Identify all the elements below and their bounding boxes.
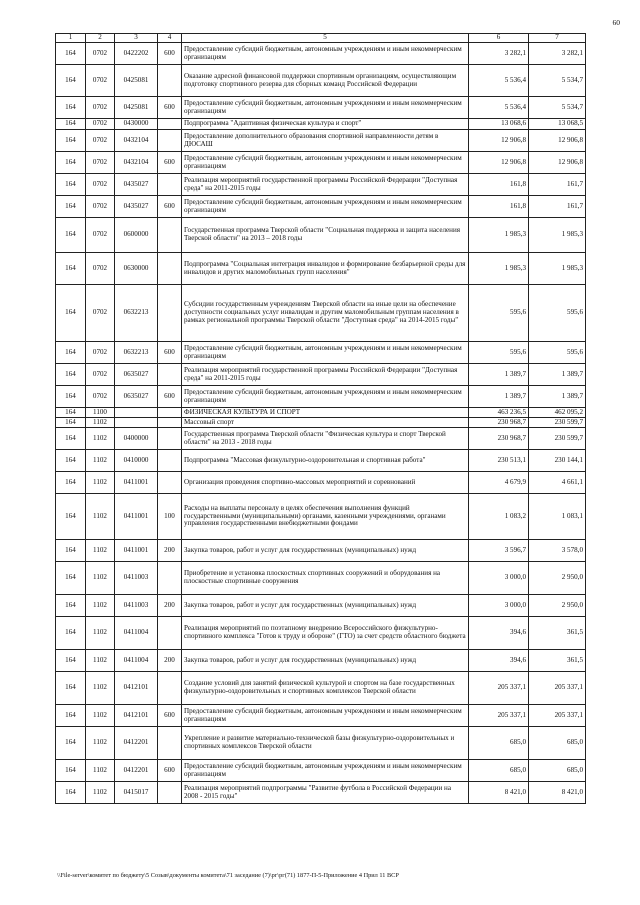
planned-amount-cell: 3 000,0 <box>469 595 529 617</box>
planned-amount-cell: 3 282,1 <box>469 43 529 65</box>
table-header-row <box>56 34 586 43</box>
description-cell: Создание условий для занятий физической культурой и спортом на базе государственных физкультурно-оздоровительных и спортивных комплексов Тверской области <box>182 672 469 705</box>
table-row <box>56 782 586 804</box>
executed-amount-cell: 595,6 <box>529 342 586 364</box>
target-article-cell: 0415017 <box>115 782 158 804</box>
planned-amount-cell: 595,6 <box>469 342 529 364</box>
description-cell: Предоставление субсидий бюджетным, автономным учреждениям и иным некоммерческим организациям <box>182 152 469 174</box>
description-cell: Организация проведения спортивно-массовых мероприятий и соревнований <box>182 472 469 494</box>
planned-amount-cell: 230 513,1 <box>469 450 529 472</box>
column-header: 6 <box>469 34 529 43</box>
table-row <box>56 418 586 428</box>
ministry-code-cell: 164 <box>56 196 86 218</box>
planned-amount-cell: 5 536,4 <box>469 97 529 119</box>
target-article-cell: 0422202 <box>115 43 158 65</box>
expense-type-cell <box>158 218 182 253</box>
planned-amount-cell: 4 679,9 <box>469 472 529 494</box>
ministry-code-cell: 164 <box>56 595 86 617</box>
table-row <box>56 428 586 450</box>
planned-amount-cell: 595,6 <box>469 285 529 342</box>
expense-type-cell: 600 <box>158 152 182 174</box>
target-article-cell: 0400000 <box>115 428 158 450</box>
ministry-code-cell: 164 <box>56 760 86 782</box>
executed-amount-cell: 161,7 <box>529 196 586 218</box>
executed-amount-cell: 12 906,8 <box>529 130 586 152</box>
expense-type-cell <box>158 364 182 386</box>
description-cell: Реализация мероприятий по поэтапному внедрению Всероссийского физкультурно-спортивного комплекса "Готов к труду и обороне" (ГТО) за счет средств областного бюджета <box>182 617 469 650</box>
description-cell: Государственная программа Тверской области "Физическая культура и спорт Тверской области" на 2013 - 2018 годы <box>182 428 469 450</box>
executed-amount-cell: 3 282,1 <box>529 43 586 65</box>
expense-type-cell: 600 <box>158 386 182 408</box>
ministry-code-cell: 164 <box>56 428 86 450</box>
target-article-cell: 0411004 <box>115 617 158 650</box>
planned-amount-cell: 13 068,6 <box>469 119 529 130</box>
section-code-cell: 0702 <box>86 285 115 342</box>
expense-type-cell <box>158 285 182 342</box>
executed-amount-cell: 685,0 <box>529 760 586 782</box>
section-code-cell: 0702 <box>86 386 115 408</box>
expense-type-cell <box>158 562 182 595</box>
section-code-cell: 1102 <box>86 540 115 562</box>
expense-type-cell: 600 <box>158 705 182 727</box>
target-article-cell: 0410000 <box>115 450 158 472</box>
expense-type-cell: 600 <box>158 97 182 119</box>
table-row <box>56 408 586 418</box>
section-code-cell: 0702 <box>86 43 115 65</box>
target-article-cell: 0635027 <box>115 386 158 408</box>
target-article-cell: 0412101 <box>115 705 158 727</box>
planned-amount-cell: 3 000,0 <box>469 562 529 595</box>
section-code-cell: 1102 <box>86 650 115 672</box>
section-code-cell: 0702 <box>86 218 115 253</box>
table-row <box>56 119 586 130</box>
table-row <box>56 494 586 540</box>
target-article-cell: 0411001 <box>115 472 158 494</box>
section-code-cell: 0702 <box>86 364 115 386</box>
section-code-cell: 0702 <box>86 119 115 130</box>
table-row <box>56 705 586 727</box>
planned-amount-cell: 8 421,0 <box>469 782 529 804</box>
table-row <box>56 196 586 218</box>
expense-type-cell <box>158 428 182 450</box>
executed-amount-cell: 685,0 <box>529 727 586 760</box>
description-cell: Массовый спорт <box>182 418 469 428</box>
description-cell: Оказание адресной финансовой поддержки спортивным организациям, осуществляющим подготовку спортивного резерва для сборных команд Российской Федерации <box>182 65 469 97</box>
page-number: 60 <box>612 18 620 27</box>
description-cell: Подпрограмма "Социальная интеграция инвалидов и формирование безбарьерной среды для инвалидов и других маломобильных групп населения" <box>182 253 469 285</box>
executed-amount-cell: 5 534,7 <box>529 65 586 97</box>
ministry-code-cell: 164 <box>56 650 86 672</box>
expense-type-cell <box>158 119 182 130</box>
target-article-cell <box>115 418 158 428</box>
expense-type-cell <box>158 472 182 494</box>
section-code-cell: 1102 <box>86 562 115 595</box>
file-path-footer: \\File-server\комитет по бюджету\5 Созыв\документы комитета\71 заседание (7)\рг\рг(71) 1877-П-5-Приложение 4 Прил 11 ВСР <box>57 872 399 879</box>
column-header: 4 <box>158 34 182 43</box>
section-code-cell: 1102 <box>86 450 115 472</box>
description-cell: Предоставление субсидий бюджетным, автономным учреждениям и иным некоммерческим организациям <box>182 386 469 408</box>
description-cell: Подпрограмма "Адаптивная физическая культура и спорт" <box>182 119 469 130</box>
ministry-code-cell: 164 <box>56 450 86 472</box>
planned-amount-cell: 230 968,7 <box>469 428 529 450</box>
ministry-code-cell: 164 <box>56 130 86 152</box>
target-article-cell: 0630000 <box>115 253 158 285</box>
expense-type-cell <box>158 617 182 650</box>
expense-type-cell: 600 <box>158 342 182 364</box>
section-code-cell: 1102 <box>86 472 115 494</box>
target-article-cell: 0411001 <box>115 494 158 540</box>
target-article-cell: 0432104 <box>115 130 158 152</box>
section-code-cell: 1102 <box>86 617 115 650</box>
target-article-cell: 0411003 <box>115 595 158 617</box>
executed-amount-cell: 1 985,3 <box>529 253 586 285</box>
ministry-code-cell: 164 <box>56 386 86 408</box>
ministry-code-cell: 164 <box>56 540 86 562</box>
table-row <box>56 364 586 386</box>
table-row <box>56 43 586 65</box>
planned-amount-cell: 1 985,3 <box>469 253 529 285</box>
table-row <box>56 472 586 494</box>
expense-type-cell <box>158 174 182 196</box>
ministry-code-cell: 164 <box>56 65 86 97</box>
planned-amount-cell: 12 906,8 <box>469 152 529 174</box>
ministry-code-cell: 164 <box>56 408 86 418</box>
section-code-cell: 0702 <box>86 65 115 97</box>
table-row <box>56 386 586 408</box>
table-row <box>56 595 586 617</box>
ministry-code-cell: 164 <box>56 152 86 174</box>
expense-type-cell <box>158 130 182 152</box>
planned-amount-cell: 394,6 <box>469 617 529 650</box>
section-code-cell: 1100 <box>86 408 115 418</box>
table-row <box>56 562 586 595</box>
executed-amount-cell: 13 068,5 <box>529 119 586 130</box>
description-cell: Реализация мероприятий государственной программы Российской Федерации "Доступная среда" на 2011-2015 годы <box>182 174 469 196</box>
description-cell: Приобретение и установка плоскостных спортивных сооружений и оборудования на плоскостные спортивные сооружения <box>182 562 469 595</box>
expense-type-cell <box>158 672 182 705</box>
expense-type-cell: 200 <box>158 595 182 617</box>
target-article-cell: 0600000 <box>115 218 158 253</box>
description-cell: Реализация мероприятий подпрограммы "Развитие футбола в Российской Федерации на 2008 - 2015 годы" <box>182 782 469 804</box>
table-row <box>56 218 586 253</box>
table-row <box>56 152 586 174</box>
expense-type-cell: 200 <box>158 540 182 562</box>
ministry-code-cell: 164 <box>56 174 86 196</box>
executed-amount-cell: 1 985,3 <box>529 218 586 253</box>
table-row <box>56 450 586 472</box>
planned-amount-cell: 394,6 <box>469 650 529 672</box>
column-header: 7 <box>529 34 586 43</box>
expense-type-cell: 600 <box>158 43 182 65</box>
description-cell: Субсидии государственным учреждениям Тверской области на иные цели на обеспечение доступности социальных услуг инвалидам и другим маломобильным группам населения в рамках региональной программы Тверской области "Доступная среда" на 2014-2015 годы" <box>182 285 469 342</box>
executed-amount-cell: 4 661,1 <box>529 472 586 494</box>
table-row <box>56 617 586 650</box>
description-cell: Предоставление дополнительного образования спортивной направленности детям в ДЮСАШ <box>182 130 469 152</box>
section-code-cell: 0702 <box>86 174 115 196</box>
executed-amount-cell: 2 950,0 <box>529 595 586 617</box>
description-cell: Закупка товаров, работ и услуг для государственных (муниципальных) нужд <box>182 595 469 617</box>
section-code-cell: 0702 <box>86 130 115 152</box>
ministry-code-cell: 164 <box>56 119 86 130</box>
target-article-cell: 0435027 <box>115 196 158 218</box>
planned-amount-cell: 205 337,1 <box>469 672 529 705</box>
target-article-cell: 0411004 <box>115 650 158 672</box>
section-code-cell: 0702 <box>86 196 115 218</box>
column-header: 2 <box>86 34 115 43</box>
section-code-cell: 1102 <box>86 705 115 727</box>
table-row <box>56 727 586 760</box>
section-code-cell: 1102 <box>86 494 115 540</box>
expense-type-cell <box>158 418 182 428</box>
table-row <box>56 253 586 285</box>
description-cell: Предоставление субсидий бюджетным, автономным учреждениям и иным некоммерческим организациям <box>182 97 469 119</box>
planned-amount-cell: 685,0 <box>469 760 529 782</box>
expense-type-cell <box>158 253 182 285</box>
section-code-cell: 1102 <box>86 760 115 782</box>
planned-amount-cell: 1 389,7 <box>469 364 529 386</box>
executed-amount-cell: 1 389,7 <box>529 386 586 408</box>
description-cell: Предоставление субсидий бюджетным, автономным учреждениям и иным некоммерческим организациям <box>182 342 469 364</box>
target-article-cell: 0432104 <box>115 152 158 174</box>
executed-amount-cell: 205 337,1 <box>529 672 586 705</box>
executed-amount-cell: 5 534,7 <box>529 97 586 119</box>
target-article-cell: 0425081 <box>115 65 158 97</box>
planned-amount-cell: 161,8 <box>469 196 529 218</box>
table-row <box>56 65 586 97</box>
planned-amount-cell: 463 236,5 <box>469 408 529 418</box>
planned-amount-cell: 3 596,7 <box>469 540 529 562</box>
ministry-code-cell: 164 <box>56 727 86 760</box>
planned-amount-cell: 12 906,8 <box>469 130 529 152</box>
column-header: 3 <box>115 34 158 43</box>
table-row <box>56 342 586 364</box>
description-cell: Предоставление субсидий бюджетным, автономным учреждениям и иным некоммерческим организациям <box>182 705 469 727</box>
section-code-cell: 1102 <box>86 672 115 705</box>
description-cell: Предоставление субсидий бюджетным, автономным учреждениям и иным некоммерческим организациям <box>182 760 469 782</box>
table-row <box>56 760 586 782</box>
ministry-code-cell: 164 <box>56 782 86 804</box>
executed-amount-cell: 230 144,1 <box>529 450 586 472</box>
planned-amount-cell: 5 536,4 <box>469 65 529 97</box>
section-code-cell: 1102 <box>86 595 115 617</box>
target-article-cell <box>115 408 158 418</box>
target-article-cell: 0435027 <box>115 174 158 196</box>
executed-amount-cell: 230 599,7 <box>529 428 586 450</box>
section-code-cell: 1102 <box>86 727 115 760</box>
description-cell: Реализация мероприятий государственной программы Российской Федерации "Доступная среда" на 2011-2015 годы <box>182 364 469 386</box>
expense-type-cell <box>158 450 182 472</box>
executed-amount-cell: 1 389,7 <box>529 364 586 386</box>
table-row <box>56 97 586 119</box>
executed-amount-cell: 230 599,7 <box>529 418 586 428</box>
ministry-code-cell: 164 <box>56 364 86 386</box>
executed-amount-cell: 8 421,0 <box>529 782 586 804</box>
executed-amount-cell: 3 578,0 <box>529 540 586 562</box>
target-article-cell: 0412101 <box>115 672 158 705</box>
description-cell: Закупка товаров, работ и услуг для государственных (муниципальных) нужд <box>182 650 469 672</box>
target-article-cell: 0635027 <box>115 364 158 386</box>
table-row <box>56 540 586 562</box>
ministry-code-cell: 164 <box>56 253 86 285</box>
description-cell: Расходы на выплаты персоналу в целях обеспечения выполнения функций государственными (муниципальными) органами, казенными учреждениями, органами управления государственными внебюджетными фондами <box>182 494 469 540</box>
planned-amount-cell: 161,8 <box>469 174 529 196</box>
ministry-code-cell: 164 <box>56 97 86 119</box>
planned-amount-cell: 685,0 <box>469 727 529 760</box>
ministry-code-cell: 164 <box>56 617 86 650</box>
section-code-cell: 1102 <box>86 418 115 428</box>
budget-table <box>55 33 586 804</box>
table-row <box>56 130 586 152</box>
executed-amount-cell: 462 095,2 <box>529 408 586 418</box>
target-article-cell: 0632213 <box>115 285 158 342</box>
target-article-cell: 0412201 <box>115 760 158 782</box>
executed-amount-cell: 595,6 <box>529 285 586 342</box>
target-article-cell: 0430000 <box>115 119 158 130</box>
expense-type-cell: 200 <box>158 650 182 672</box>
target-article-cell: 0632213 <box>115 342 158 364</box>
executed-amount-cell: 361,5 <box>529 650 586 672</box>
description-cell: Предоставление субсидий бюджетным, автономным учреждениям и иным некоммерческим организациям <box>182 196 469 218</box>
expense-type-cell <box>158 782 182 804</box>
expense-type-cell: 100 <box>158 494 182 540</box>
description-cell: Государственная программа Тверской области "Социальная поддержка и защита населения Тверской области" на 2013 – 2018 годы <box>182 218 469 253</box>
description-cell: Подпрограмма "Массовая физкультурно-оздоровительная и спортивная работа" <box>182 450 469 472</box>
ministry-code-cell: 164 <box>56 472 86 494</box>
table-row <box>56 174 586 196</box>
table-row <box>56 650 586 672</box>
executed-amount-cell: 2 950,0 <box>529 562 586 595</box>
planned-amount-cell: 1 389,7 <box>469 386 529 408</box>
planned-amount-cell: 205 337,1 <box>469 705 529 727</box>
column-header: 5 <box>182 34 469 43</box>
section-code-cell: 0702 <box>86 97 115 119</box>
ministry-code-cell: 164 <box>56 494 86 540</box>
expense-type-cell <box>158 727 182 760</box>
expense-type-cell <box>158 408 182 418</box>
executed-amount-cell: 12 906,8 <box>529 152 586 174</box>
expense-type-cell <box>158 65 182 97</box>
planned-amount-cell: 1 985,3 <box>469 218 529 253</box>
description-cell: ФИЗИЧЕСКАЯ КУЛЬТУРА И СПОРТ <box>182 408 469 418</box>
section-code-cell: 0702 <box>86 342 115 364</box>
expense-type-cell: 600 <box>158 196 182 218</box>
column-header: 1 <box>56 34 86 43</box>
executed-amount-cell: 205 337,1 <box>529 705 586 727</box>
planned-amount-cell: 1 083,2 <box>469 494 529 540</box>
ministry-code-cell: 164 <box>56 562 86 595</box>
target-article-cell: 0412201 <box>115 727 158 760</box>
executed-amount-cell: 1 083,1 <box>529 494 586 540</box>
executed-amount-cell: 361,5 <box>529 617 586 650</box>
section-code-cell: 1102 <box>86 428 115 450</box>
target-article-cell: 0411001 <box>115 540 158 562</box>
table-row <box>56 285 586 342</box>
planned-amount-cell: 230 968,7 <box>469 418 529 428</box>
ministry-code-cell: 164 <box>56 218 86 253</box>
section-code-cell: 0702 <box>86 253 115 285</box>
description-cell: Предоставление субсидий бюджетным, автономным учреждениям и иным некоммерческим организациям <box>182 43 469 65</box>
ministry-code-cell: 164 <box>56 342 86 364</box>
ministry-code-cell: 164 <box>56 672 86 705</box>
section-code-cell: 1102 <box>86 782 115 804</box>
executed-amount-cell: 161,7 <box>529 174 586 196</box>
target-article-cell: 0425081 <box>115 97 158 119</box>
section-code-cell: 0702 <box>86 152 115 174</box>
description-cell: Закупка товаров, работ и услуг для государственных (муниципальных) нужд <box>182 540 469 562</box>
target-article-cell: 0411003 <box>115 562 158 595</box>
ministry-code-cell: 164 <box>56 43 86 65</box>
description-cell: Укрепление и развитие материально-технической базы физкультурно-оздоровительных и спортивных комплексов Тверской области <box>182 727 469 760</box>
ministry-code-cell: 164 <box>56 285 86 342</box>
expense-type-cell: 600 <box>158 760 182 782</box>
table-row <box>56 672 586 705</box>
ministry-code-cell: 164 <box>56 705 86 727</box>
ministry-code-cell: 164 <box>56 418 86 428</box>
